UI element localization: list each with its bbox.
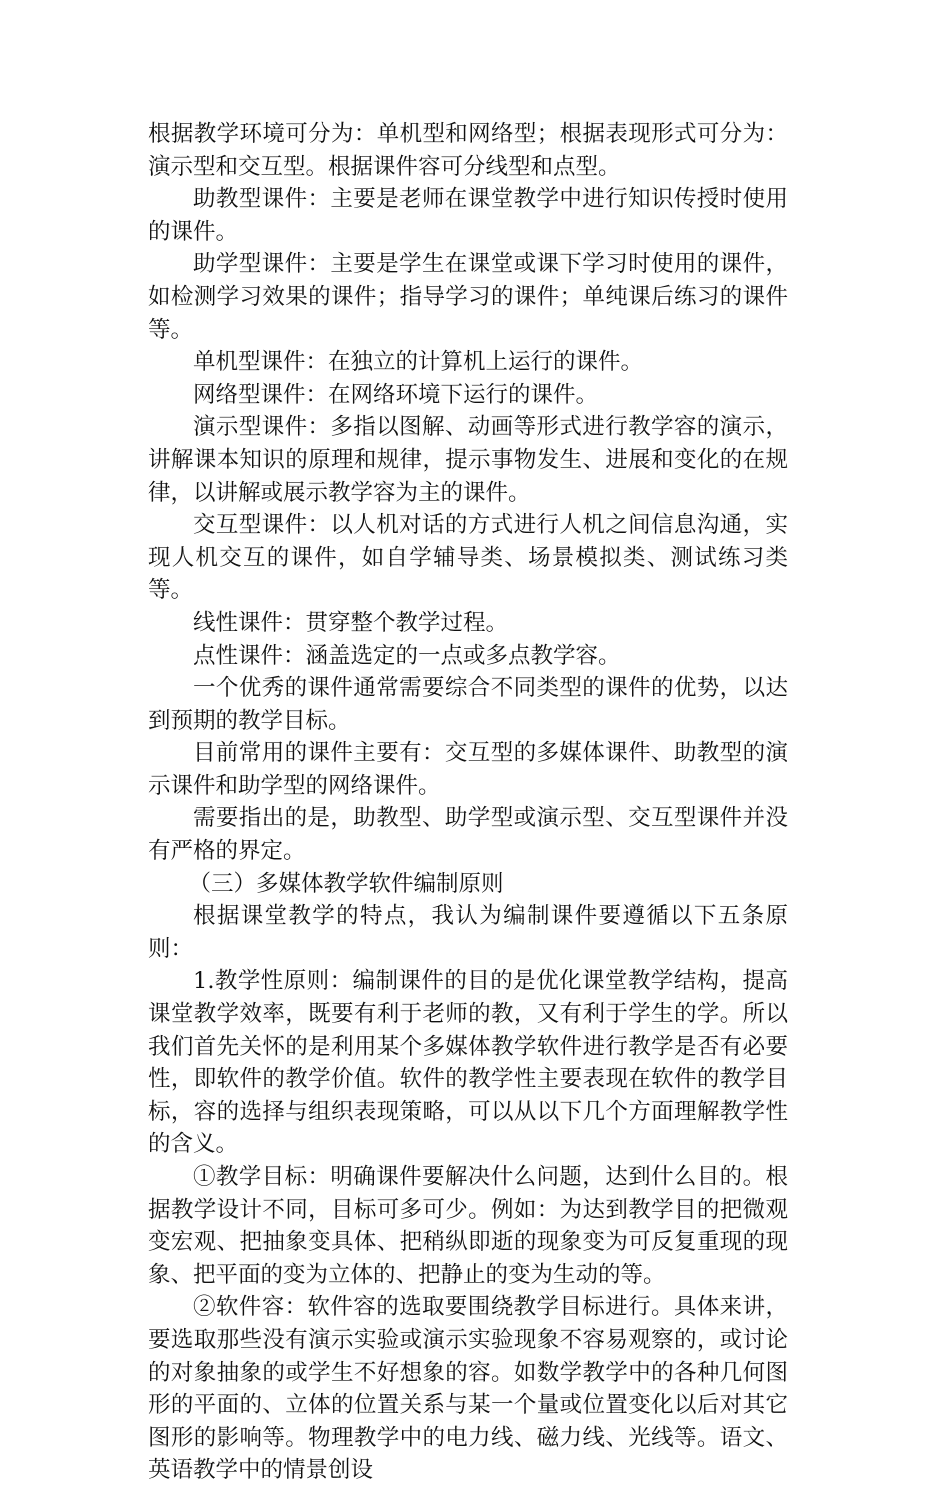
section-heading: （三）多媒体教学软件编制原则 [188, 870, 504, 897]
paragraph-note: 需要指出的是，助教型、助学型或演示型、交互型课件并没有严格的界定。 [148, 805, 788, 865]
paragraph-tutor-courseware: 助教型课件：主要是老师在课堂教学中进行知识传授时使用的课件。 [148, 186, 788, 245]
paragraph-demo-courseware: 演示型课件：多指以图解、动画等形式进行教学容的演示，讲解课本知识的原理和规律，提示事物发生、进展和变化的在规律，以讲解或展示教学容为主的课件。 [148, 414, 788, 506]
paragraph-standalone-courseware: 单机型课件：在独立的计算机上运行的课件。 [193, 349, 644, 376]
paragraph-common-courseware: 目前常用的课件主要有：交互型的多媒体课件、助教型的演示课件和助学型的网络课件。 [148, 740, 788, 799]
paragraph-teaching-principle: 1.教学性原则：编制课件的目的是优化课堂教学结构，提高课堂教学效率，既要有利于老师的教，又有利于学生的学。所以我们首先关怀的是利用某个多媒体教学软件进行教学是否有必要性，即软件的教学价值。软件的教学性主要表现在软件的教学目标，容的选择与组织表现策略，可以从以下几个方面理解教学性的含义。 [148, 968, 788, 1158]
paragraph-point-courseware: 点性课件：涵盖选定的一点或多点教学容。 [193, 642, 621, 669]
paragraph-teaching-goal: ①教学目标：明确课件要解决什么问题，达到什么目的。根据教学设计不同，目标可多可少。例如：为达到教学目的把微观变宏观、把抽象变具体、把稍纵即逝的现象变为可反复重现的现象、把平面的变为立体的、把静止的变为生动的等。 [148, 1164, 788, 1288]
document-page [148, 118, 788, 1487]
paragraph-network-courseware: 网络型课件：在网络环境下运行的课件。 [193, 381, 599, 408]
paragraph-study-courseware: 助学型课件：主要是学生在课堂或课下学习时使用的课件，如检测学习效果的课件；指导学习的课件；单纯课后练习的课件等。 [148, 251, 788, 343]
paragraph-interactive-courseware: 交互型课件：以人机对话的方式进行人机之间信息沟通，实现人机交互的课件，如自学辅导类、场景模拟类、测试练习类等。 [148, 512, 788, 604]
paragraph-classification: 根据教学环境可分为：单机型和网络型；根据表现形式可分为：演示型和交互型。根据课件容可分线型和点型。 [148, 121, 788, 180]
paragraph-good-courseware: 一个优秀的课件通常需要综合不同类型的课件的优势，以达到预期的教学目标。 [148, 675, 788, 734]
paragraph-linear-courseware: 线性课件：贯穿整个教学过程。 [193, 609, 509, 636]
paragraph-principles-intro: 根据课堂教学的特点，我认为编制课件要遵循以下五条原则： [148, 903, 788, 962]
paragraph-software-content: ②软件容：软件容的选取要围绕教学目标进行。具体来讲，要选取那些没有演示实验或演示实验现象不容易观察的，或讨论的对象抽象的或学生不好想象的容。如数学教学中的各种几何图形的平面的、立体的位置关系与某一个量或位置变化以后对其它图形的影响等。物理教学中的电力线、磁力线、光线等。语文、英语教学中的情景创设 [148, 1294, 788, 1484]
